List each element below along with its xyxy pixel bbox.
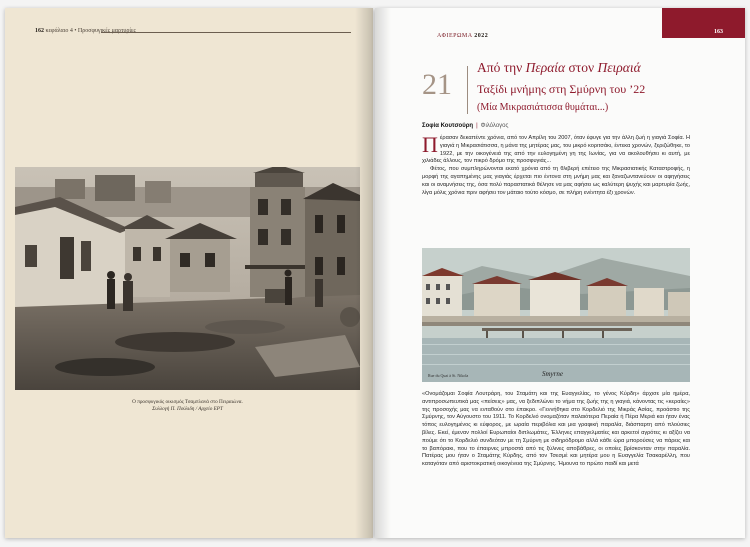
author-role: Φιλόλογος xyxy=(480,123,509,129)
author-line xyxy=(422,123,508,129)
postcard-small-text: Rue du Quai à St. Nikola xyxy=(428,373,469,378)
article-tagline: (Μία Μικρασιάτισσα θυμάται...) xyxy=(477,102,609,113)
left-gutter-shadow xyxy=(355,8,373,538)
right-header-label: ΑΦΙΕΡΩΜΑ xyxy=(437,33,473,39)
postcard-label: Smyrne xyxy=(542,370,563,378)
article-subtitle: Ταξίδι μνήμης στη Σμύρνη του ’22 xyxy=(477,82,646,96)
title-part-4: Πειραιά xyxy=(597,60,641,75)
photo-caption-line1: Ο προσφυγικός οικισμός Τσαμπλανά στο Πειραιώνα. xyxy=(132,399,243,405)
photo-caption-line2: Συλλογή Π. Πούλιδη / Αρχείο ΕΡΤ xyxy=(152,406,223,412)
title-part-1: Από την xyxy=(477,60,526,75)
intro-paragraph-2: Φέτος, που συμπληρώνονται εκατό χρόνια από τη θλιβερή επέτειο της Μικρασιατικής Καταστροφής, η μορφή της αγαπημένης μας γιαγιάς έρχεται πιο έντονα στη μνήμη μας και ξαναζωντανεύουν οι αφηγήσεις και οι αναμνήσεις της, όσα πολύ παραστατικά θέλησε να μας αφήσει ως καλύτερη ψυχής και μαρτυρία ζωής, λίγα μόλις χρόνια πριν αφήσει τον μάταιο τούτο κόσμο, σε πλήρη ενέντητα έξι χρονών. xyxy=(422,166,690,196)
left-page xyxy=(5,8,373,538)
article-title xyxy=(477,60,641,76)
intro-text xyxy=(422,132,690,197)
page-number-tab xyxy=(662,8,745,38)
book-spread xyxy=(5,8,745,538)
right-page-number: 163 xyxy=(714,29,723,35)
postcard-illustration xyxy=(422,248,690,382)
right-header-year: 2022 xyxy=(474,33,489,39)
title-part-3: στον xyxy=(565,60,598,75)
chapter-divider xyxy=(467,66,468,114)
smyrna-postcard xyxy=(422,248,690,382)
body-text xyxy=(422,391,690,469)
street-photo-illustration xyxy=(15,167,360,390)
author-name: Σοφία Κουτσούρη xyxy=(422,123,474,129)
left-chapter-label: κεφάλαιο 4 • Προσφυγικές μαρτυρίες xyxy=(45,28,136,34)
left-running-header xyxy=(35,28,136,34)
drop-cap: Π xyxy=(422,132,438,157)
title-part-2: Περαία xyxy=(525,60,566,75)
intro-paragraph-1-text: έρασαν δεκαπέντε χρόνια, από τον Απρίλη του 2007, όταν έφυγε για την άλλη ζωή η γιαγιά Σοφία. Η γιαγιά η Μικρασιάτισσα, η μάνα της μητέρας μας, του μικρό κοριτσάκι, έντεκα χρονών, ξεριζώθηκε, το 1922, με την οικογένειά της από την ευλογημένη γη της Ιωνίας, για να ακολουθήσει κι αυτή, με χιλιάδες άλλους, τον πικρό δρόμο της προσφυγιάς... xyxy=(422,135,690,165)
header-rule xyxy=(101,32,351,33)
right-gutter-shadow xyxy=(375,8,391,538)
photo-caption xyxy=(15,399,360,413)
left-page-number: 162 xyxy=(35,28,44,34)
author-separator: | xyxy=(476,123,478,129)
historic-street-photo xyxy=(15,167,360,390)
right-running-header xyxy=(437,33,488,39)
right-page xyxy=(375,8,745,538)
body-paragraph-1: «Ονομάζομαι Σοφία Λουτράρη, του Σταμάτη και της Ευαγγελίας, το γένος Κύρδη» άρχισε μία ημέρα, αντιπροσωπευτικά μας «πείσεις» μας, να ξεδιπλώνει το νήμα της ζωής της η γιαγιά, κάνοντας τις «κεραίες» της προσοχής μας να ενταθούν στο έπακρο. «Γεννήθηκα στο Κορδελιό της Μικράς Ασίας, προάστιο της Σμύρνης, τον Αύγουστο του 1911. Το Κορδελιό ονομαζόταν παλαιότερα Περαία ή Πέρα Μεριά και ήταν ένας τόπος ευλογημένος κι εύφορος, με ωραία περιβόλια και μια γραφική παραλία, διάσπαρτη από πλούσιες βίλες. Εκεί, έμεναν πολλοί Ευρωπαίοι διπλωμάτες, Έλληνες επαγγελματίες και αρκετοί αγρότες κι αξίζει να πούμε ότι το Κορδελιό συνδεόταν με τη Σμύρνη με σιδηρόδρομο αλλά κάθε ώρα μπορούσες να πάρεις και το βαπόρακι, που το έπαιρνες μπροστά από τις ξύλινες αποβάθρες, οι οποίες βρίσκονταν στην παραλία. Πατέρας μου ήταν ο Σταμάτης Κύρδης, από τον Τσεσμέ και μητέρα μου η Ευαγγελία Τσακαρέλλη, που καταγόταν από αριστοκρατική οικογένεια της Σμύρνης. Ήμουνα το πρώτο παιδί και μετά xyxy=(422,391,690,468)
chapter-number: 21 xyxy=(422,68,452,101)
intro-paragraph-1 xyxy=(422,132,690,166)
